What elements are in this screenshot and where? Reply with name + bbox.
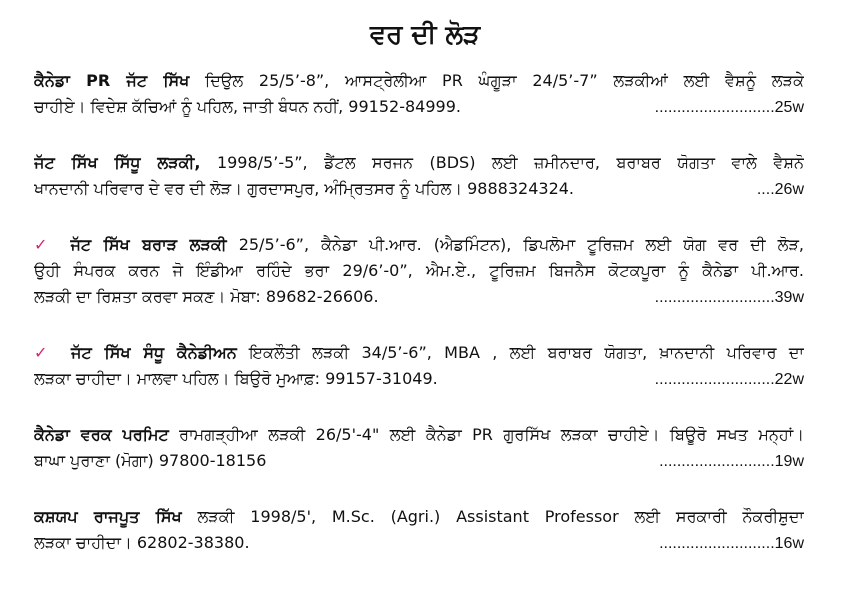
ad-line-1 bbox=[34, 422, 804, 448]
ad-line-1 bbox=[34, 504, 804, 530]
ad-listing bbox=[34, 232, 804, 310]
ad-line-2 bbox=[34, 258, 804, 284]
ad-text: ਉਹੀ ਸੰਪਰਕ ਕਰਨ ਜੋ ਇੰਡੀਆ ਰਹਿੰਦੇ ਭਰਾ 29/6’-0”, ਐਮ.ਏ., ਟੂਰਿਜ਼ਮ ਬਿਜਨੈਸ ਕੋਟਕਪੂਰਾ ਨੂੰ ਕੈਨੇਡਾ ਪੀ.ਆਰ. bbox=[34, 261, 804, 280]
ad-lead: ਜੱਟ ਸਿੱਖ ਬਰਾੜ ਲੜਕੀ bbox=[70, 235, 227, 254]
ad-line-2 bbox=[34, 448, 804, 474]
ad-listing bbox=[34, 504, 804, 556]
ad-text: ਲੜਕਾ ਚਾਹੀਦਾ। ਮਾਲਵਾ ਪਹਿਲ। ਬਿਉਰੋ ਮੁਆਫ਼: 99157-31049. bbox=[34, 369, 438, 388]
ad-text: ਇਕਲੌਤੀ ਲੜਕੀ 34/5’-6”, MBA , ਲਈ ਬਰਾਬਰ ਯੋਗਤਾ, ਖ਼ਾਨਦਾਨੀ ਪਰਿਵਾਰ ਦਾ bbox=[249, 343, 804, 362]
ad-reference: ..........................19w bbox=[659, 453, 804, 470]
ad-text: ਦਿਉਲ 25/5’-8”, ਆਸਟ੍ਰੇਲੀਆ PR ਘੰਗੂੜਾ 24/5’-7” ਲੜਕੀਆਂ ਲਈ ਵੈਸ਼ਨੂੰ ਲੜਕੇ bbox=[205, 71, 804, 90]
ad-line-2 bbox=[34, 530, 804, 556]
ad-reference: ....26w bbox=[756, 181, 804, 198]
ad-text: 25/5’-6”, ਕੈਨੇਡਾ ਪੀ.ਆਰ. (ਐਡਮਿੰਟਨ), ਡਿਪਲੋਮਾ ਟੂਰਿਜ਼ਮ ਲਈ ਯੋਗ ਵਰ ਦੀ ਲੋੜ, bbox=[238, 235, 804, 254]
ad-text: 1998/5’-5”, ਡੈਂਟਲ ਸਰਜਨ (BDS) ਲਈ ਜ਼ਮੀਨਦਾਰ, ਬਰਾਬਰ ਯੋਗਤਾ ਵਾਲੇ ਵੈਸ਼ਨੋ bbox=[216, 153, 804, 172]
ad-reference: ...........................39w bbox=[654, 289, 804, 306]
ad-lead: ਕੈਨੇਡਾ PR ਜੱਟ ਸਿੱਖ bbox=[34, 71, 190, 90]
ad-listing bbox=[34, 150, 804, 202]
ad-reference: ...........................25w bbox=[654, 99, 804, 116]
checkmark-icon: ✓ bbox=[34, 235, 55, 254]
ad-text: ਲੜਕਾ ਚਾਹੀਦਾ। 62802-38380. bbox=[34, 533, 250, 552]
page-title: ਵਰ ਦੀ ਲੋੜ bbox=[369, 20, 481, 50]
ad-text: ਰਾਮਗੜ੍ਹੀਆ ਲੜਕੀ 26/5'-4" ਲਈ ਕੈਨੇਡਾ PR ਗੁਰਸਿੱਖ ਲੜਕਾ ਚਾਹੀਏ। ਬਿਊਰੋ ਸਖਤ ਮਨ੍ਹਾਂ। bbox=[179, 425, 804, 444]
ad-lead: ਕੈਨੇਡਾ ਵਰਕ ਪਰਮਿਟ bbox=[34, 425, 169, 444]
ad-line-2 bbox=[34, 176, 804, 202]
ad-text: ਖਾਨਦਾਨੀ ਪਰਿਵਾਰ ਦੇ ਵਰ ਦੀ ਲੋੜ। ਗੁਰਦਾਸਪੁਰ, ਅੰਮ੍ਰਿਤਸਰ ਨੂੰ ਪਹਿਲ। 9888324324. bbox=[34, 179, 575, 198]
checkmark-icon: ✓ bbox=[34, 343, 55, 362]
ad-line-1 bbox=[34, 68, 804, 94]
ad-lead: ਕਸ਼ਯਪ ਰਾਜਪੂਤ ਸਿੱਖ bbox=[34, 507, 182, 526]
ad-line-2 bbox=[34, 366, 804, 392]
ad-lead: ਜੱਟ ਸਿੱਖ ਸਿੱਧੂ ਲੜਕੀ, bbox=[34, 153, 201, 172]
ad-lead: ਜੱਟ ਸਿੱਖ ਸੰਧੂ ਕੈਨੇਡੀਅਨ bbox=[71, 343, 237, 362]
ad-listing bbox=[34, 422, 804, 474]
ad-text: ਚਾਹੀਏ। ਵਿਦੇਸ਼ ਕੱਚਿਆਂ ਨੂੰ ਪਹਿਲ, ਜਾਤੀ ਬੰਧਨ ਨਹੀਂ, 99152-84999. bbox=[34, 97, 461, 116]
ad-text: ਲੜਕੀ 1998/5', M.Sc. (Agri.) Assistant Professor ਲਈ ਸਰਕਾਰੀ ਨੌਕਰੀਸ਼ੁਦਾ bbox=[197, 507, 804, 526]
ad-reference: ..........................16w bbox=[659, 535, 804, 552]
ad-line-2 bbox=[34, 94, 804, 120]
ad-line-1 bbox=[34, 232, 804, 258]
ad-text: ਲੜਕੀ ਦਾ ਰਿਸ਼ਤਾ ਕਰਵਾ ਸਕਣ। ਮੋਬਾ: 89682-26606. bbox=[34, 287, 379, 306]
ad-text: ਬਾਘਾ ਪੁਰਾਣਾ (ਮੋਗਾ) 97800-18156 bbox=[34, 451, 267, 470]
ad-listing bbox=[34, 68, 804, 120]
ad-line-3 bbox=[34, 284, 804, 310]
ad-line-1 bbox=[34, 150, 804, 176]
ad-listing bbox=[34, 340, 804, 392]
ad-reference: ...........................22w bbox=[654, 371, 804, 388]
ad-line-1 bbox=[34, 340, 804, 366]
